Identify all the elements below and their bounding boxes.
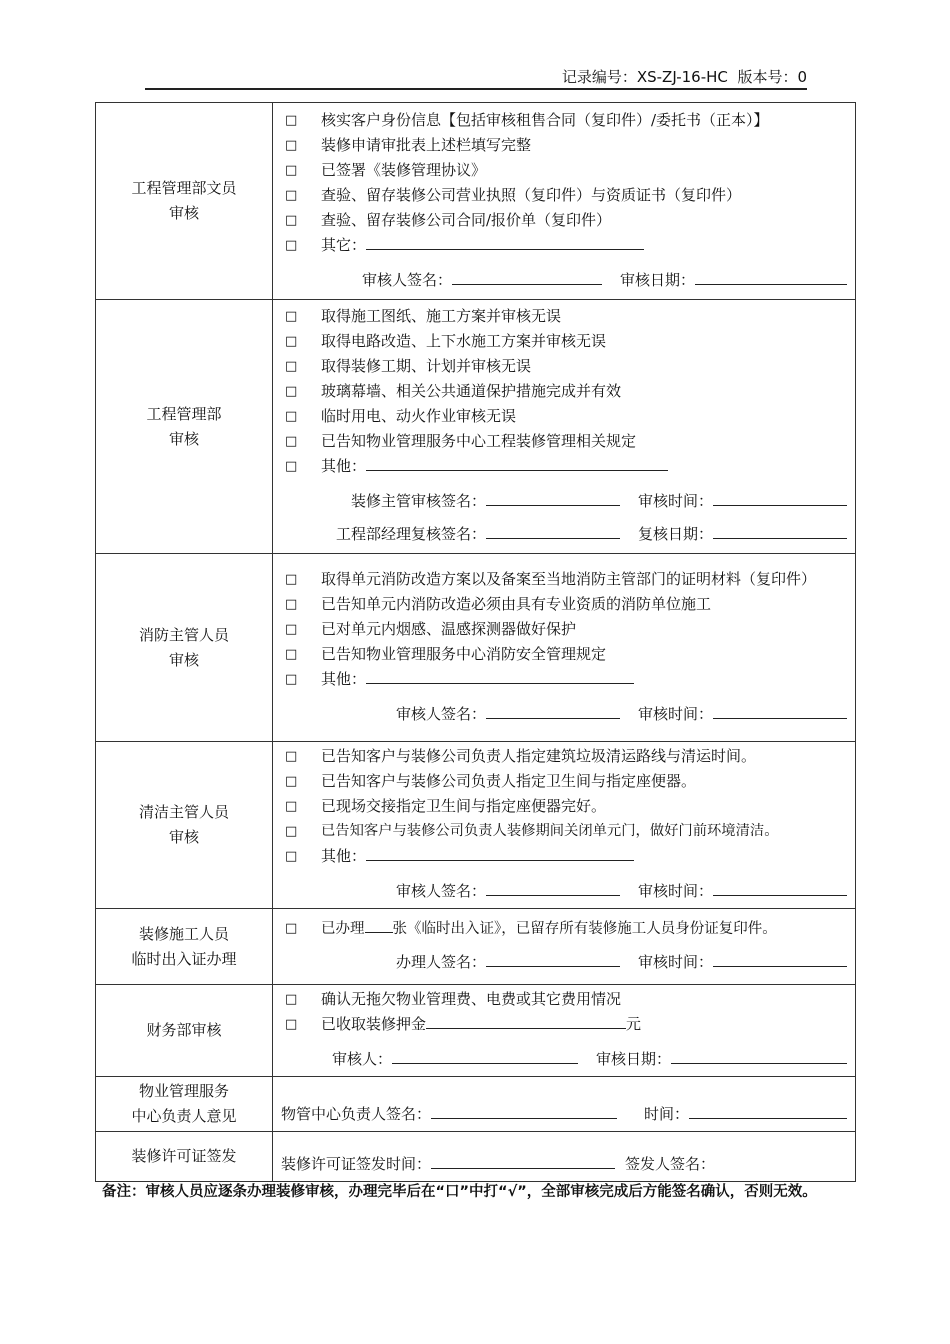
review-date-label: 复核日期： [637, 525, 713, 543]
checklist-item-suffix: 张《临时出入证》，已留存所有装修施工人员身份证复印件。 [392, 921, 777, 937]
record-label: 记录编号： [561, 68, 637, 86]
section-content [273, 909, 856, 985]
checkbox[interactable]: □ [285, 384, 298, 399]
section-label-line2: 中心负责人意见 [131, 1107, 237, 1125]
date-field[interactable] [695, 268, 847, 285]
section-engineering [96, 300, 856, 554]
date-label: 审核时间： [637, 704, 713, 723]
checklist-item: 查验、留存装修公司营业执照（复印件）与资质证书（复印件） [321, 185, 742, 204]
checklist-item: 已告知物业管理服务中心工程装修管理相关规定 [321, 432, 637, 450]
review-date-field[interactable] [713, 522, 847, 539]
checkbox[interactable]: □ [285, 162, 298, 178]
checklist-item: 已对单元内烟感、温感探测器做好保护 [321, 619, 577, 638]
pass-count-field[interactable] [365, 916, 393, 933]
checkbox[interactable]: □ [285, 237, 298, 253]
checkbox[interactable]: □ [285, 799, 298, 814]
version-label: 版本号： [737, 68, 798, 86]
signature-field[interactable] [392, 1047, 578, 1064]
section-property-center [96, 1077, 856, 1132]
checklist-item: 已告知客户与装修公司负责人指定建筑垃圾清运路线与清运时间。 [321, 747, 757, 765]
other-label: 其他： [321, 847, 367, 865]
approval-form-table [95, 102, 856, 1182]
signature-label: 办理人签名： [395, 953, 486, 971]
section-worker-pass [96, 909, 856, 985]
checklist-item: 查验、留存装修公司合同/报价单（复印件） [321, 210, 612, 229]
section-content [273, 1077, 856, 1132]
date-label: 时间： [643, 1105, 689, 1123]
section-label-line1: 财务部审核 [146, 1021, 222, 1039]
signature-field[interactable] [486, 489, 620, 506]
record-number: XS-ZJ-16-HC [636, 68, 728, 86]
checklist-item: 取得电路改造、上下水施工方案并审核无误 [321, 332, 607, 350]
section-label [96, 554, 273, 742]
section-label-line2: 审核 [168, 650, 199, 669]
section-label-line1: 清洁主管人员 [138, 803, 229, 821]
checkbox[interactable]: □ [285, 137, 298, 153]
signature-label: 审核人签名： [395, 704, 486, 723]
section-label-line1: 消防主管人员 [138, 625, 229, 644]
section-label [96, 742, 273, 909]
section-label-line1: 工程管理部 [146, 404, 222, 423]
checkbox[interactable]: □ [285, 921, 298, 936]
checklist-item: 玻璃幕墙、相关公共通道保护措施完成并有效 [321, 382, 622, 400]
other-field[interactable] [366, 233, 644, 250]
signature-field[interactable] [486, 702, 620, 719]
section-content [273, 742, 856, 909]
checkbox[interactable]: □ [285, 1017, 298, 1032]
section-label-line1: 工程管理部文员 [131, 179, 237, 197]
section-label-line2: 临时出入证办理 [131, 949, 237, 968]
date-field[interactable] [713, 950, 847, 967]
checkbox[interactable]: □ [285, 774, 298, 789]
checkbox[interactable]: □ [285, 992, 298, 1007]
review-signature-label: 工程部经理复核签名： [335, 525, 486, 543]
signature-label: 审核人签名： [361, 270, 452, 289]
issue-time-field[interactable] [431, 1152, 615, 1169]
date-label: 审核时间： [637, 953, 713, 971]
checkbox[interactable]: □ [285, 409, 298, 424]
checkbox[interactable]: □ [285, 309, 298, 324]
section-label-line1: 物业管理服务 [138, 1082, 229, 1100]
record-header [145, 66, 807, 90]
checkbox[interactable]: □ [285, 596, 298, 612]
checklist-item-prefix: 已办理 [321, 921, 365, 937]
issuer-signature-field[interactable] [715, 1152, 811, 1168]
checkbox[interactable]: □ [285, 112, 298, 128]
section-cleaning [96, 742, 856, 909]
section-label [96, 985, 273, 1077]
review-signature-field[interactable] [486, 522, 620, 539]
date-label: 审核时间： [637, 882, 713, 900]
section-label [96, 300, 273, 554]
date-label: 审核日期： [619, 270, 695, 289]
checklist-item: 已现场交接指定卫生间与指定座便器完好。 [321, 797, 607, 815]
checkbox[interactable]: □ [285, 212, 298, 228]
other-field[interactable] [366, 844, 634, 861]
checkbox[interactable]: □ [285, 459, 298, 474]
checkbox[interactable]: □ [285, 749, 298, 764]
date-label: 审核时间： [637, 492, 713, 510]
section-admin-clerk [96, 103, 856, 300]
signature-label: 装修主管审核签名： [350, 492, 486, 510]
section-content [273, 300, 856, 554]
section-fire-safety [96, 554, 856, 742]
footnote: 备注：审核人员应逐条办理装修审核，办理完毕后在“口”中打“√”，全部审核完成后方能签名确认，否则无效。 [102, 1184, 817, 1200]
checkbox[interactable]: □ [285, 621, 298, 637]
checkbox[interactable]: □ [285, 849, 298, 864]
checkbox[interactable]: □ [285, 187, 298, 203]
section-label [96, 103, 273, 300]
section-content [273, 554, 856, 742]
checklist-item: 已签署《装修管理协议》 [321, 160, 487, 179]
deposit-amount-field[interactable] [426, 1012, 626, 1029]
deposit-label: 已收取装修押金 [321, 1015, 427, 1033]
date-label: 审核日期： [595, 1050, 671, 1068]
section-label-line2: 审核 [168, 204, 199, 222]
section-content [273, 985, 856, 1077]
section-label-line2: 审核 [168, 429, 199, 448]
date-field[interactable] [713, 702, 847, 719]
date-field[interactable] [713, 879, 847, 896]
checklist-item: 已告知物业管理服务中心消防安全管理规定 [321, 644, 607, 663]
signature-label: 物管中心负责人签名： [281, 1105, 432, 1123]
checklist-item: 已告知单元内消防改造必须由具有专业资质的消防单位施工 [321, 594, 712, 613]
checklist-item: 已告知客户与装修公司负责人指定卫生间与指定座便器。 [321, 772, 697, 790]
checklist-item: 装修申请审批表上述栏填写完整 [321, 135, 532, 154]
date-field[interactable] [689, 1102, 847, 1119]
signature-field[interactable] [486, 879, 620, 896]
section-label-line1: 装修许可证签发 [131, 1147, 237, 1165]
checkbox[interactable]: □ [285, 571, 298, 587]
other-field[interactable] [366, 667, 634, 684]
checklist-item: 取得装修工期、计划并审核无误 [321, 357, 532, 375]
section-label [96, 1077, 273, 1132]
checkbox[interactable]: □ [285, 359, 298, 374]
version-number: 0 [797, 68, 807, 86]
checkbox[interactable]: □ [285, 824, 298, 839]
other-label: 其他： [321, 669, 367, 688]
other-label: 其他： [321, 457, 367, 475]
section-label-line2: 审核 [168, 828, 199, 846]
section-finance [96, 985, 856, 1077]
checklist-item: 已告知客户与装修公司负责人装修期间关闭单元门，做好门前环境清洁。 [321, 823, 779, 839]
checklist-item: 取得单元消防改造方案以及备案至当地消防主管部门的证明材料（复印件） [321, 569, 817, 588]
signature-field[interactable] [486, 950, 620, 967]
section-content [273, 103, 856, 300]
date-field[interactable] [671, 1047, 847, 1064]
checklist-item: 临时用电、动火作业审核无误 [321, 407, 517, 425]
signature-label: 审核人签名： [395, 882, 486, 900]
checklist-item: 确认无拖欠物业管理费、电费或其它费用情况 [321, 990, 622, 1008]
section-label-line1: 装修施工人员 [138, 924, 229, 943]
other-label: 其它： [321, 235, 367, 254]
issue-time-label: 装修许可证签发时间： [281, 1155, 432, 1173]
checklist-item: 取得施工图纸、施工方案并审核无误 [321, 307, 562, 325]
deposit-unit: 元 [626, 1015, 642, 1033]
section-label [96, 909, 273, 985]
signature-field[interactable] [431, 1102, 617, 1119]
checklist-item: 核实客户身份信息【包括审核租售合同（复印件）/委托书（正本）】 [321, 110, 769, 129]
other-field[interactable] [366, 454, 668, 471]
checkbox[interactable]: □ [285, 334, 298, 349]
date-field[interactable] [713, 489, 847, 506]
checkbox[interactable]: □ [285, 646, 298, 662]
checkbox[interactable]: □ [285, 434, 298, 449]
signature-field[interactable] [452, 268, 602, 285]
checkbox[interactable]: □ [285, 671, 298, 687]
signature-label: 审核人： [331, 1050, 392, 1068]
issuer-signature-label: 签发人签名： [625, 1155, 716, 1173]
